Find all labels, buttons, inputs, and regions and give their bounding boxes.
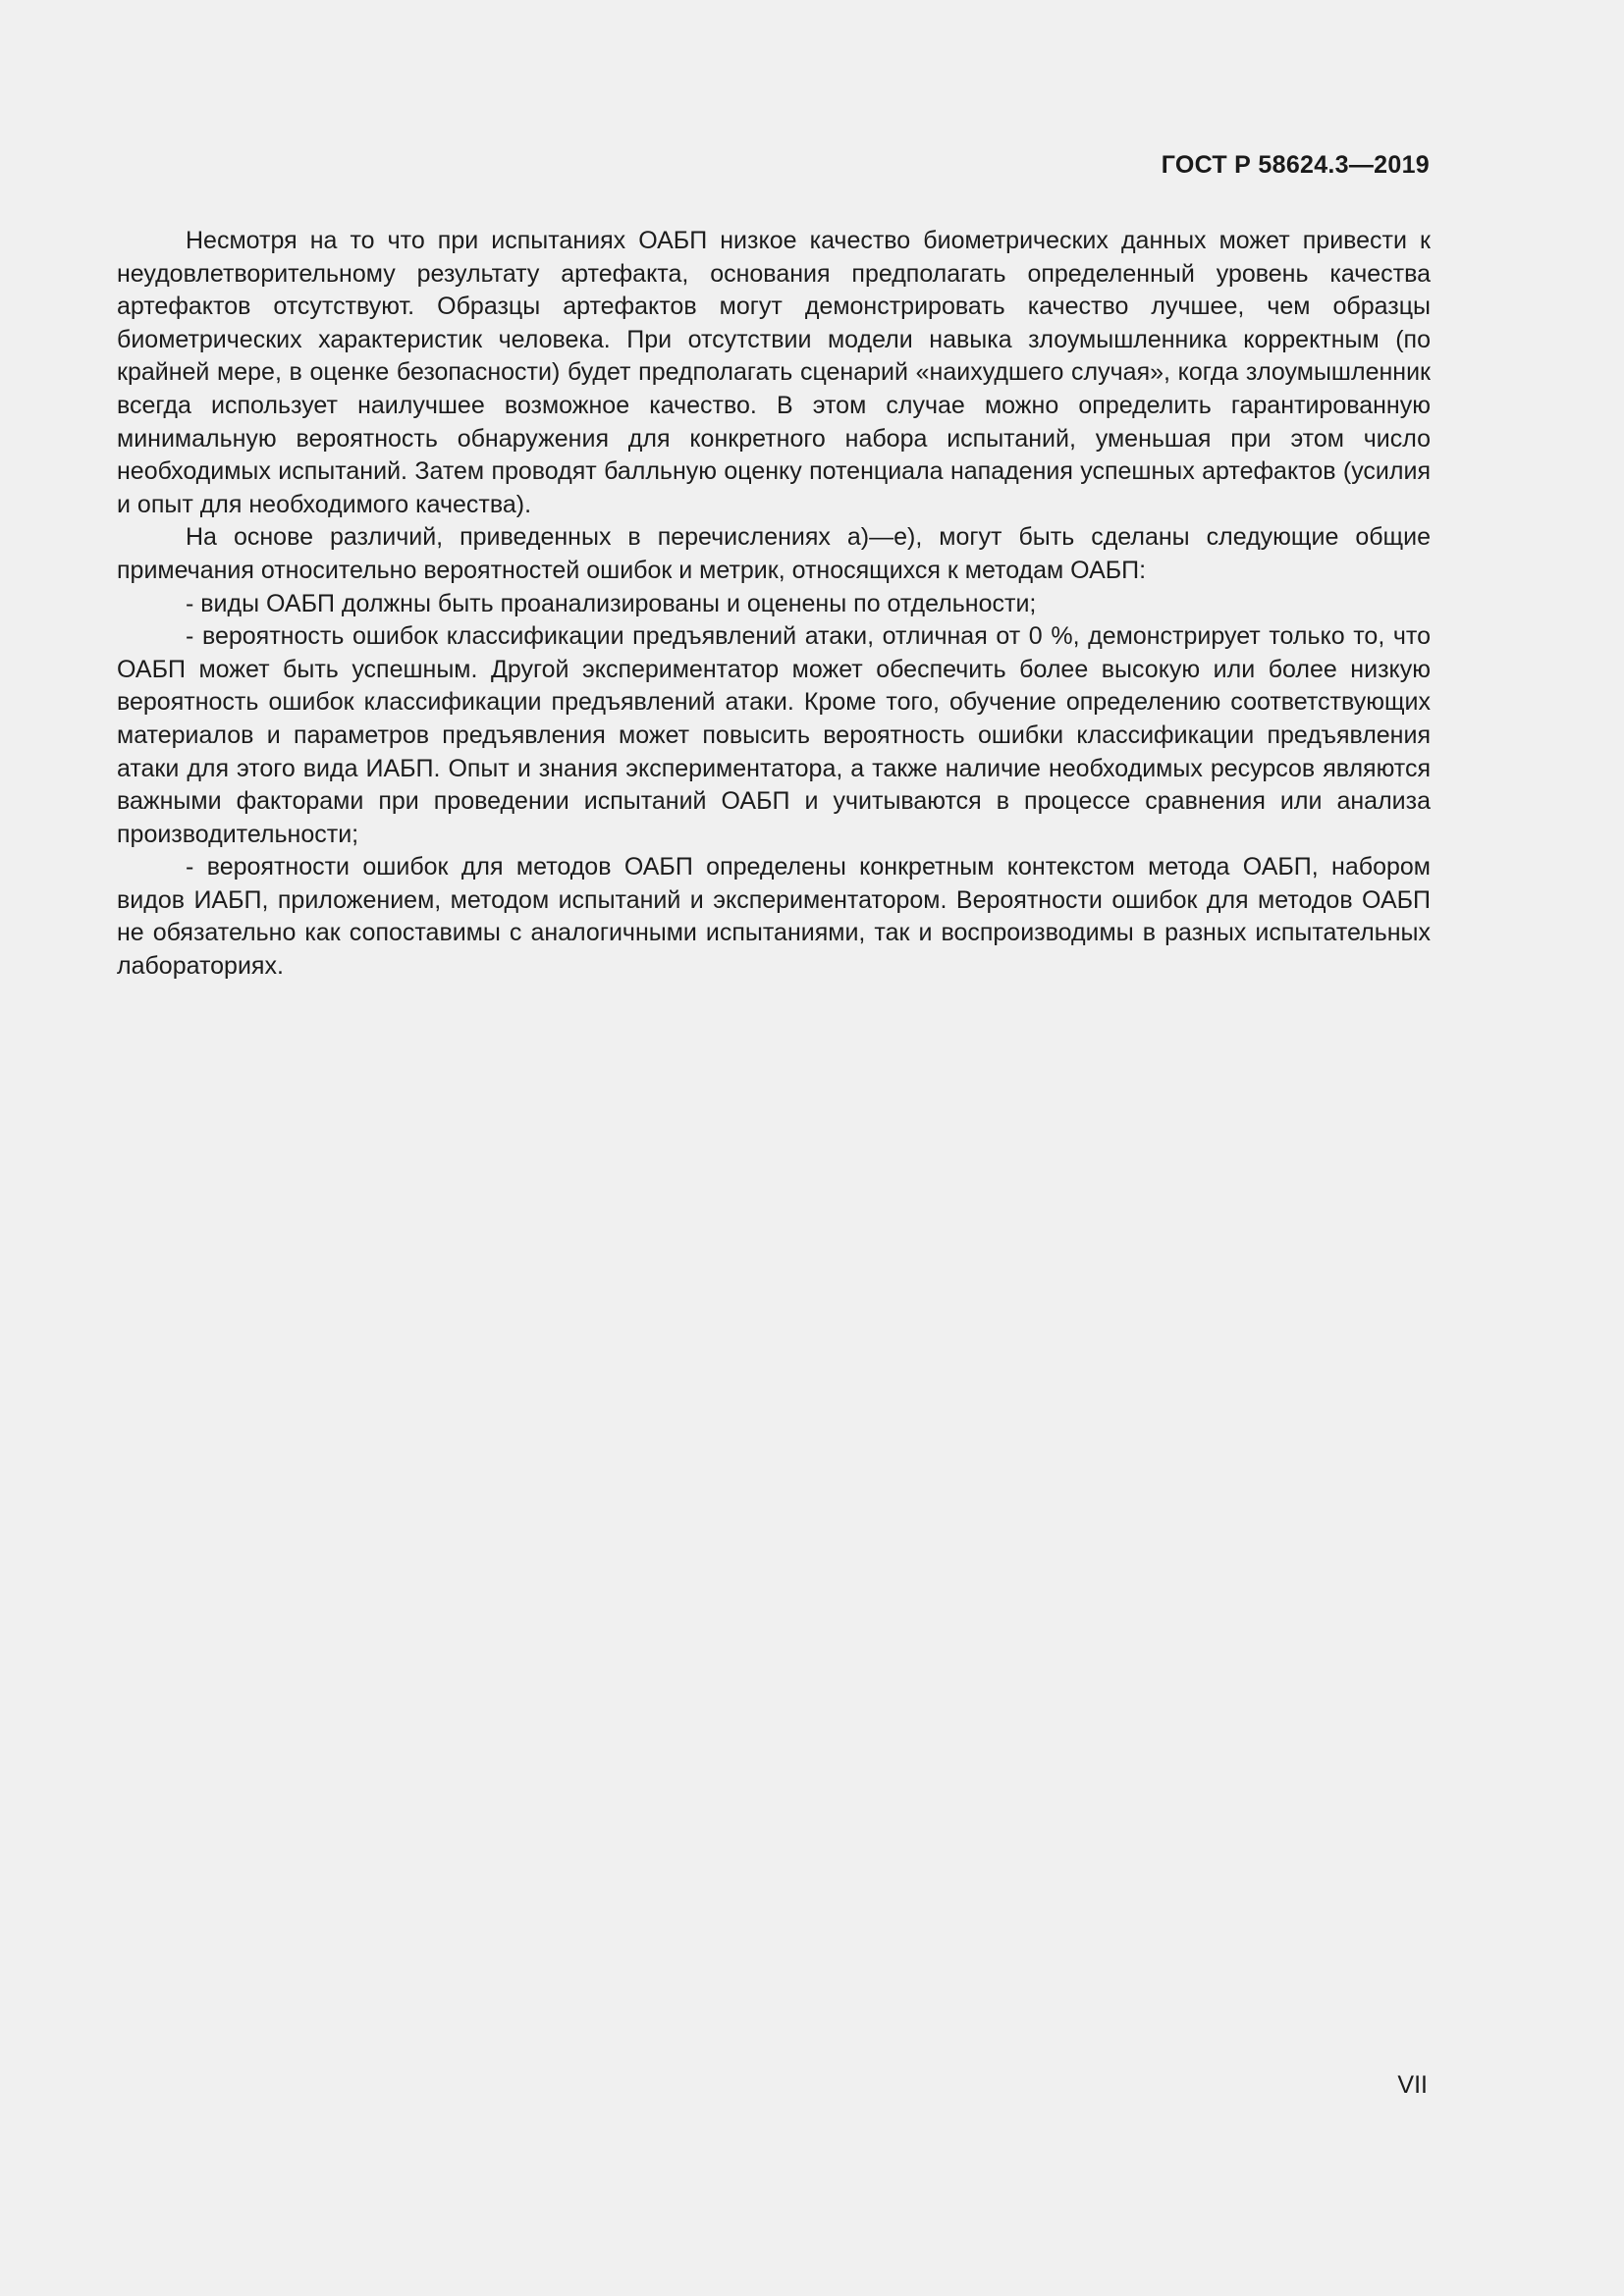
list-item: - вероятности ошибок для методов ОАБП определены конкретным контекстом метода ОАБП, набором видов ИАБП, приложением, методом испытаний и экспериментатором. Вероятности ошибок для методов ОАБП не обязательно как сопоставимы с аналогичными испытаниями, так и воспроизводимы в разных испытательных лабораториях. [117,853,1431,981]
paragraph-general-notes: На основе различий, приведенных в перечислениях а)—е), могут быть сделаны следующие общие примечания относительно вероятностей ошибок и метрик, относящихся к методам ОАБП: [117,523,1431,584]
paragraph-artifact-quality: Несмотря на то что при испытаниях ОАБП низкое качество биометрических данных может привести к неудовлетворительному результату артефакта, основания предполагать определенный уровень качества артефактов отсутствуют. Образцы артефактов могут демонстрировать качество лучшее, чем образцы биометрических характеристик человека. При отсутствии модели навыка злоумышленника корректным (по крайней мере, в оценке безопасности) будет предполагать сценарий «наихудшего случая», когда злоумышленник всегда использует наилучшее возможное качество. В этом случае можно определить гарантированную минимальную вероятность обнаружения для конкретного набора испытаний, уменьшая при этом число необходимых испытаний. Затем проводят балльную оценку потенциала нападения успешных артефактов (усилия и опыт для необходимого качества). [117,227,1431,518]
document-body [117,225,1431,984]
list-item: - виды ОАБП должны быть проанализированы и оценены по отдельности; [186,589,1037,617]
standard-code-header: ГОСТ Р 58624.3—2019 [1161,151,1430,179]
list-item: - вероятность ошибок классификации предъявлений атаки, отличная от 0 %, демонстрирует только то, что ОАБП может быть успешным. Другой экспериментатор может обеспечить более высокую или более низкую вероятность ошибок классификации предъявлений атаки. Кроме того, обучение определению соответствующих материалов и параметров предъявления может повысить вероятность ошибки классификации предъявления атаки для этого вида ИАБП. Опыт и знания экспериментатора, а также наличие необходимых ресурсов являются важными факторами при проведении испытаний ОАБП и учитываются в процессе сравнения или анализа производительности; [117,622,1431,848]
page-number: VII [1397,2071,1428,2099]
